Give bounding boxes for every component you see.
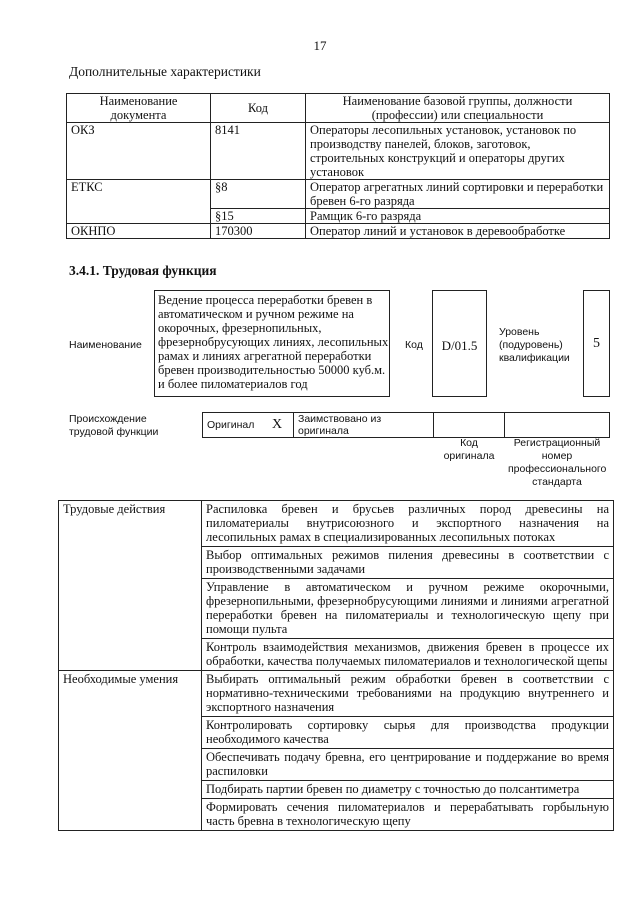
action-item: Распиловка бревен и брусьев различных пород древесины на пиломатериалы внутрисоюзного и экспортного назначения на лесопильных рамах в специализированных лесопильных потоках: [202, 501, 614, 547]
action-item: Управление в автоматическом и ручном режиме окорочными, фрезернопильными, фрезернобрусующими линиями и линиями агрегатной переработки бревен на пиломатериалы и технологическую щепу при помощи пульта: [202, 579, 614, 639]
row-doc: ЕТКС: [67, 180, 211, 224]
table-row: [67, 123, 610, 180]
row-name: Операторы лесопильных установок, установок по производству панелей, блоков, заготовок, строительных конструкций и операторы других установок: [306, 123, 610, 180]
row-name: Оператор линий и установок в деревообработке: [306, 224, 610, 239]
table-header-row: [67, 94, 610, 123]
row-doc: ОКЗ: [67, 123, 211, 180]
action-item: Выбор оптимальных режимов пиления древесины в соответствии с производственными задачами: [202, 547, 614, 579]
skill-item: Подбирать партии бревен по диаметру с точностью до полсантиметра: [202, 781, 614, 799]
original-mark: X: [261, 413, 294, 438]
original-code-cell: [434, 413, 505, 438]
additional-characteristics-table: [66, 93, 610, 239]
borrowed-label: Заимствовано из оригинала: [294, 413, 434, 438]
original-label: Оригинал: [203, 413, 262, 438]
action-item: Контроль взаимодействия механизмов, движения бревен в процессе их обработки, качества получаемых пиломатериалов и технологической щепы: [202, 639, 614, 671]
row-code: 8141: [211, 123, 306, 180]
header-group-name: Наименование базовой группы, должности (профессии) или специальности: [306, 94, 610, 123]
labor-details-table: [58, 500, 614, 831]
table-row: [67, 180, 610, 209]
original-code-caption: Код оригинала: [443, 437, 495, 462]
row-name: Рамщик 6-го разряда: [306, 209, 610, 224]
qualification-level-box: 5: [583, 290, 610, 397]
page-number: 17: [313, 38, 327, 53]
header-document: Наименование документа: [67, 94, 211, 123]
origin-row: [203, 413, 610, 438]
name-label: Наименование: [69, 339, 142, 351]
row-code: §15: [211, 209, 306, 224]
row-code: §8: [211, 180, 306, 209]
skill-item: Обеспечивать подачу бревна, его центрирование и поддержание во время распиловки: [202, 749, 614, 781]
reg-number-caption: Регистрационный номер профессионального стандарта: [508, 437, 607, 488]
table-row: [67, 224, 610, 239]
qualification-level-label: Уровень (подуровень) квалификации: [499, 326, 570, 364]
code-label: Код: [405, 339, 423, 351]
header-code: Код: [211, 94, 306, 123]
row-code: 170300: [211, 224, 306, 239]
labor-function-heading: 3.4.1. Трудовая функция: [69, 263, 217, 278]
skill-item: Выбирать оптимальный режим обработки бревен в соответствии с нормативно-техническими требованиями на продукцию внутреннего и экспортного назначения: [202, 671, 614, 717]
function-name-box: Ведение процесса переработки бревен в автоматическом и ручном режиме на окорочных, фрезернопильных, фрезернобрусующих линиях, лесопильных рамах и линиях агрегатной переработки бревен производительностью 50000 куб.м. и более пиломатериалов год: [154, 290, 390, 397]
skill-item: Контролировать сортировку сырья для производства продукции необходимого качества: [202, 717, 614, 749]
row-doc: ОКНПО: [67, 224, 211, 239]
table-row: [59, 501, 614, 547]
additional-characteristics-title: Дополнительные характеристики: [69, 64, 261, 79]
actions-label: Трудовые действия: [59, 501, 202, 671]
skills-label: Необходимые умения: [59, 671, 202, 831]
origin-table: [202, 412, 610, 438]
skill-item: Формировать сечения пиломатериалов и перерабатывать горбыльную часть бревна в технологическую щепу: [202, 799, 614, 831]
function-code-box: D/01.5: [432, 290, 487, 397]
reg-number-cell: [505, 413, 610, 438]
table-row: [59, 671, 614, 717]
row-name: Оператор агрегатных линий сортировки и переработки бревен 6-го разряда: [306, 180, 610, 209]
origin-label: Происхождение трудовой функции: [69, 413, 159, 438]
